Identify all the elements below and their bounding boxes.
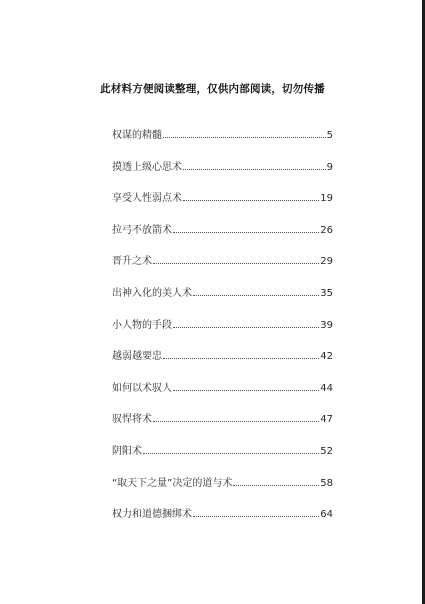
toc-dot-leader	[153, 420, 319, 422]
toc-entry-title: 摸透上级心思术	[112, 161, 182, 173]
toc-entry[interactable]	[112, 254, 333, 286]
toc-entry-page: 58	[320, 477, 333, 489]
toc-entry[interactable]	[112, 191, 333, 223]
toc-dot-leader	[193, 515, 319, 517]
toc-dot-leader	[163, 357, 319, 359]
toc-entry[interactable]	[112, 507, 333, 539]
toc-dot-leader	[193, 294, 319, 296]
toc-entry-page: 26	[320, 224, 333, 236]
toc-entry-page: 29	[320, 256, 333, 268]
toc-dot-leader	[173, 389, 319, 391]
toc-entry[interactable]	[112, 444, 333, 476]
toc-entry[interactable]	[112, 128, 333, 160]
toc-entry[interactable]	[112, 318, 333, 350]
toc-dot-leader	[183, 199, 319, 201]
toc-entry[interactable]	[112, 476, 333, 508]
toc-entry-page: 39	[320, 319, 333, 331]
toc-dot-leader	[143, 452, 319, 454]
toc-dot-leader	[163, 136, 326, 138]
toc-entry-page: 42	[320, 351, 333, 363]
toc-entry-title: 拉弓不放箭术	[112, 224, 172, 236]
toc-entry[interactable]	[112, 381, 333, 413]
toc-entry-page: 35	[320, 287, 333, 299]
toc-entry-title: 如何以术驭人	[112, 382, 172, 394]
toc-entry-page: 47	[320, 414, 333, 426]
toc-entry-title: 阴阳术	[112, 445, 142, 457]
table-of-contents	[112, 128, 333, 539]
toc-entry[interactable]	[112, 223, 333, 255]
toc-entry-page: 64	[320, 509, 333, 521]
toc-entry-page: 5	[326, 130, 333, 141]
toc-entry[interactable]	[112, 349, 333, 381]
toc-entry-page: 52	[320, 445, 333, 457]
toc-dot-leader	[233, 484, 319, 486]
distribution-notice: 此材料方便阅读整理，仅供内部阅读，切勿传播	[100, 83, 325, 95]
toc-entry-title: 驭悍将术	[112, 414, 152, 426]
toc-entry-page: 44	[320, 382, 333, 394]
toc-entry-title: “取天下之量”决定的道与术	[112, 477, 233, 489]
toc-entry[interactable]	[112, 286, 333, 318]
toc-dot-leader	[183, 168, 326, 170]
toc-entry-title: 晋升之术	[112, 256, 152, 268]
toc-entry-title: 权谋的精髓	[112, 130, 162, 141]
toc-entry-title: 出神入化的美人术	[112, 287, 192, 299]
toc-entry-title: 权力和道德捆绑术	[112, 509, 192, 521]
toc-entry[interactable]	[112, 160, 333, 192]
toc-dot-leader	[173, 231, 319, 233]
toc-dot-leader	[153, 262, 319, 264]
toc-entry-title: 小人物的手段	[112, 319, 172, 331]
toc-entry-title: 越弱越要忠	[112, 351, 162, 363]
toc-entry-page: 9	[326, 161, 333, 173]
toc-dot-leader	[173, 326, 319, 328]
toc-entry-title: 享受人性弱点术	[112, 193, 182, 205]
toc-entry-page: 19	[320, 193, 333, 205]
toc-entry[interactable]	[112, 412, 333, 444]
